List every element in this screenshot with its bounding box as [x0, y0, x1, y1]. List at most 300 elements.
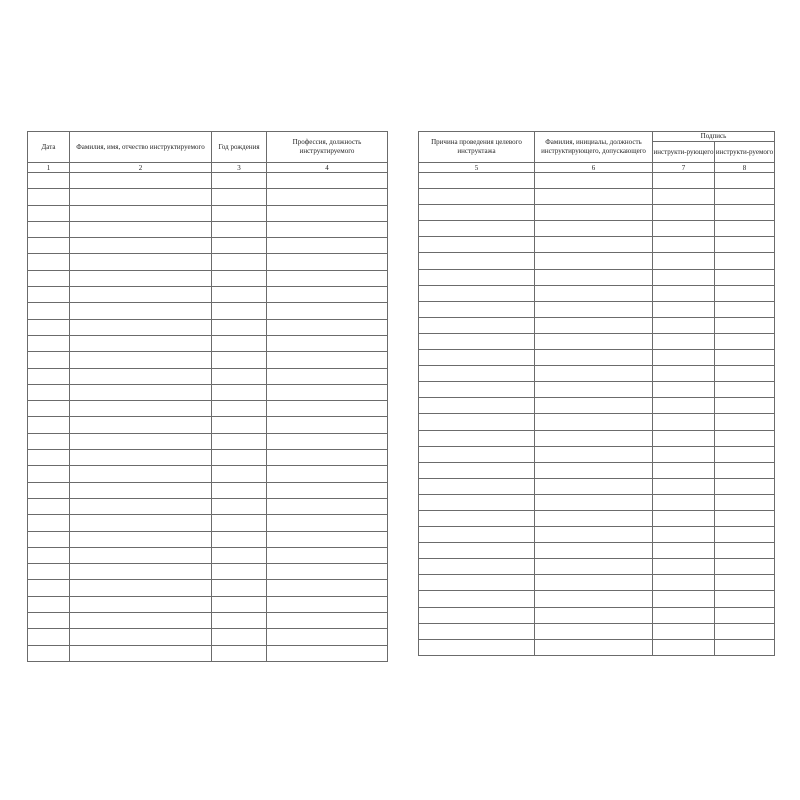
header-date: Дата — [28, 132, 70, 163]
table-row — [28, 205, 388, 221]
table-cell — [267, 613, 388, 629]
table-cell — [535, 414, 653, 430]
table-cell — [715, 527, 775, 543]
table-row — [28, 238, 388, 254]
table-cell — [653, 510, 715, 526]
table-row — [28, 384, 388, 400]
table-cell — [70, 466, 212, 482]
table-cell — [715, 301, 775, 317]
table-row — [419, 382, 775, 398]
table-cell — [715, 591, 775, 607]
table-cell — [70, 613, 212, 629]
table-cell — [28, 221, 70, 237]
table-cell — [28, 417, 70, 433]
table-cell — [70, 221, 212, 237]
table-cell — [535, 350, 653, 366]
table-cell — [28, 287, 70, 303]
table-cell — [419, 253, 535, 269]
header-reason: Причина проведения целевого инструктажа — [419, 132, 535, 163]
table-cell — [715, 398, 775, 414]
table-cell — [70, 580, 212, 596]
table-cell — [212, 547, 267, 563]
table-cell — [212, 368, 267, 384]
table-row — [28, 450, 388, 466]
table-cell — [715, 494, 775, 510]
table-row — [419, 317, 775, 333]
table-cell — [212, 303, 267, 319]
table-cell — [419, 317, 535, 333]
table-row — [419, 350, 775, 366]
table-cell — [28, 482, 70, 498]
table-cell — [535, 317, 653, 333]
table-cell — [419, 414, 535, 430]
table-cell — [212, 254, 267, 270]
header-signature: Подпись — [653, 132, 775, 142]
table-cell — [715, 510, 775, 526]
table-cell — [212, 270, 267, 286]
table-cell — [535, 639, 653, 655]
column-number: 7 — [653, 163, 715, 173]
table-cell — [535, 543, 653, 559]
table-cell — [419, 173, 535, 189]
table-row — [28, 498, 388, 514]
table-row — [28, 433, 388, 449]
table-cell — [535, 430, 653, 446]
table-cell — [267, 466, 388, 482]
table-cell — [267, 368, 388, 384]
table-cell — [653, 285, 715, 301]
table-cell — [535, 253, 653, 269]
table-cell — [212, 515, 267, 531]
table-cell — [70, 189, 212, 205]
table-cell — [419, 510, 535, 526]
table-cell — [653, 269, 715, 285]
table-cell — [535, 494, 653, 510]
table-cell — [212, 335, 267, 351]
left-table-body — [28, 173, 388, 662]
table-row — [28, 254, 388, 270]
table-cell — [535, 173, 653, 189]
table-row — [28, 547, 388, 563]
table-cell — [419, 623, 535, 639]
table-row — [28, 613, 388, 629]
table-cell — [212, 401, 267, 417]
table-cell — [653, 333, 715, 349]
table-cell — [212, 580, 267, 596]
table-cell — [419, 446, 535, 462]
table-cell — [28, 531, 70, 547]
table-cell — [535, 478, 653, 494]
table-row — [419, 430, 775, 446]
table-cell — [419, 221, 535, 237]
table-cell — [212, 433, 267, 449]
table-cell — [267, 450, 388, 466]
table-cell — [419, 398, 535, 414]
table-cell — [653, 607, 715, 623]
table-cell — [535, 623, 653, 639]
column-number: 3 — [212, 163, 267, 173]
table-cell — [715, 205, 775, 221]
table-cell — [419, 269, 535, 285]
table-cell — [28, 254, 70, 270]
table-cell — [419, 639, 535, 655]
table-cell — [70, 173, 212, 189]
table-cell — [212, 319, 267, 335]
left-page — [27, 131, 388, 662]
table-row — [419, 333, 775, 349]
header-full-name: Фамилия, имя, отчество инструктируемого — [70, 132, 212, 163]
table-cell — [267, 482, 388, 498]
column-number: 1 — [28, 163, 70, 173]
table-cell — [535, 221, 653, 237]
table-row — [419, 301, 775, 317]
table-cell — [267, 547, 388, 563]
table-cell — [28, 205, 70, 221]
table-cell — [267, 189, 388, 205]
table-row — [419, 527, 775, 543]
table-row — [28, 531, 388, 547]
table-cell — [212, 205, 267, 221]
table-cell — [267, 352, 388, 368]
table-cell — [70, 319, 212, 335]
table-cell — [28, 466, 70, 482]
table-row — [28, 580, 388, 596]
header-instructor-name: Фамилия, инициалы, должность инструктирующего, допускающего — [535, 132, 653, 163]
table-cell — [419, 591, 535, 607]
table-row — [419, 221, 775, 237]
table-cell — [70, 498, 212, 514]
table-row — [28, 352, 388, 368]
table-cell — [267, 303, 388, 319]
table-cell — [28, 368, 70, 384]
column-number: 5 — [419, 163, 535, 173]
table-cell — [653, 623, 715, 639]
table-cell — [28, 335, 70, 351]
table-cell — [653, 414, 715, 430]
table-cell — [212, 498, 267, 514]
table-row — [419, 173, 775, 189]
table-cell — [715, 366, 775, 382]
table-cell — [653, 382, 715, 398]
table-row — [28, 173, 388, 189]
table-cell — [419, 301, 535, 317]
table-cell — [653, 478, 715, 494]
table-row — [419, 446, 775, 462]
table-cell — [535, 269, 653, 285]
table-cell — [715, 559, 775, 575]
table-cell — [715, 414, 775, 430]
table-cell — [70, 515, 212, 531]
table-cell — [653, 575, 715, 591]
table-cell — [28, 498, 70, 514]
table-cell — [419, 350, 535, 366]
table-cell — [535, 285, 653, 301]
table-cell — [28, 303, 70, 319]
table-row — [419, 366, 775, 382]
table-cell — [267, 238, 388, 254]
table-row — [28, 629, 388, 645]
table-cell — [715, 382, 775, 398]
table-row — [419, 237, 775, 253]
table-cell — [653, 446, 715, 462]
column-number: 2 — [70, 163, 212, 173]
table-cell — [212, 629, 267, 645]
table-cell — [70, 352, 212, 368]
table-cell — [715, 607, 775, 623]
table-cell — [419, 543, 535, 559]
table-cell — [535, 607, 653, 623]
table-cell — [653, 559, 715, 575]
table-cell — [28, 564, 70, 580]
table-cell — [70, 645, 212, 661]
table-cell — [653, 398, 715, 414]
table-row — [28, 596, 388, 612]
table-cell — [28, 270, 70, 286]
table-cell — [419, 462, 535, 478]
table-cell — [70, 303, 212, 319]
table-cell — [28, 596, 70, 612]
table-row — [28, 287, 388, 303]
table-row — [419, 478, 775, 494]
table-cell — [28, 450, 70, 466]
table-row — [28, 645, 388, 661]
table-cell — [70, 384, 212, 400]
table-cell — [267, 384, 388, 400]
table-cell — [212, 645, 267, 661]
table-cell — [212, 466, 267, 482]
table-cell — [535, 189, 653, 205]
table-cell — [267, 564, 388, 580]
table-cell — [212, 596, 267, 612]
table-cell — [28, 547, 70, 563]
table-cell — [715, 446, 775, 462]
table-cell — [267, 173, 388, 189]
table-cell — [70, 335, 212, 351]
table-row — [28, 482, 388, 498]
table-cell — [653, 494, 715, 510]
table-cell — [212, 564, 267, 580]
table-cell — [715, 543, 775, 559]
table-row — [419, 575, 775, 591]
table-cell — [715, 575, 775, 591]
table-cell — [70, 547, 212, 563]
table-cell — [419, 333, 535, 349]
table-cell — [212, 482, 267, 498]
table-cell — [70, 531, 212, 547]
table-cell — [715, 462, 775, 478]
table-cell — [715, 285, 775, 301]
table-cell — [212, 287, 267, 303]
table-cell — [212, 384, 267, 400]
table-cell — [653, 639, 715, 655]
table-cell — [653, 237, 715, 253]
table-cell — [28, 580, 70, 596]
table-cell — [70, 482, 212, 498]
table-row — [419, 494, 775, 510]
table-cell — [28, 515, 70, 531]
table-cell — [715, 189, 775, 205]
table-cell — [535, 382, 653, 398]
table-cell — [653, 591, 715, 607]
table-cell — [267, 498, 388, 514]
table-cell — [715, 173, 775, 189]
table-row — [419, 591, 775, 607]
table-cell — [535, 510, 653, 526]
table-cell — [28, 189, 70, 205]
table-cell — [212, 352, 267, 368]
table-cell — [419, 527, 535, 543]
briefing-journal-right-table — [418, 131, 775, 656]
table-cell — [267, 287, 388, 303]
table-cell — [267, 417, 388, 433]
right-page — [418, 131, 775, 656]
table-row — [28, 270, 388, 286]
table-cell — [70, 270, 212, 286]
table-cell — [535, 301, 653, 317]
table-cell — [28, 352, 70, 368]
table-row — [419, 414, 775, 430]
briefing-journal-left-table — [27, 131, 388, 662]
table-cell — [535, 366, 653, 382]
table-cell — [70, 205, 212, 221]
column-number: 4 — [267, 163, 388, 173]
table-cell — [653, 205, 715, 221]
table-cell — [653, 462, 715, 478]
table-cell — [715, 333, 775, 349]
table-cell — [28, 173, 70, 189]
table-cell — [212, 531, 267, 547]
table-cell — [715, 350, 775, 366]
table-cell — [535, 333, 653, 349]
table-row — [28, 221, 388, 237]
table-cell — [267, 221, 388, 237]
table-cell — [715, 269, 775, 285]
table-cell — [212, 417, 267, 433]
table-cell — [419, 189, 535, 205]
table-row — [419, 398, 775, 414]
table-cell — [419, 366, 535, 382]
table-cell — [267, 645, 388, 661]
table-cell — [267, 270, 388, 286]
table-cell — [653, 430, 715, 446]
table-cell — [535, 559, 653, 575]
table-row — [419, 639, 775, 655]
table-cell — [267, 335, 388, 351]
table-cell — [653, 543, 715, 559]
table-row — [28, 335, 388, 351]
table-cell — [715, 317, 775, 333]
table-cell — [653, 317, 715, 333]
table-row — [419, 559, 775, 575]
table-cell — [715, 430, 775, 446]
table-cell — [70, 433, 212, 449]
table-cell — [267, 401, 388, 417]
table-cell — [212, 238, 267, 254]
table-cell — [28, 238, 70, 254]
table-row — [28, 417, 388, 433]
table-cell — [28, 645, 70, 661]
table-cell — [419, 285, 535, 301]
table-cell — [419, 237, 535, 253]
table-cell — [70, 287, 212, 303]
table-row — [419, 623, 775, 639]
table-cell — [535, 237, 653, 253]
table-row — [28, 401, 388, 417]
table-cell — [212, 450, 267, 466]
table-cell — [535, 527, 653, 543]
table-cell — [653, 527, 715, 543]
table-cell — [419, 559, 535, 575]
table-cell — [419, 575, 535, 591]
table-cell — [70, 564, 212, 580]
table-cell — [715, 639, 775, 655]
table-row — [28, 189, 388, 205]
table-cell — [653, 366, 715, 382]
table-cell — [535, 462, 653, 478]
table-cell — [715, 253, 775, 269]
table-cell — [267, 596, 388, 612]
table-cell — [70, 596, 212, 612]
table-cell — [715, 623, 775, 639]
table-cell — [419, 478, 535, 494]
table-cell — [653, 301, 715, 317]
table-cell — [28, 319, 70, 335]
table-row — [419, 285, 775, 301]
table-cell — [653, 350, 715, 366]
table-cell — [212, 189, 267, 205]
table-cell — [267, 205, 388, 221]
table-row — [28, 564, 388, 580]
table-cell — [653, 253, 715, 269]
table-cell — [715, 221, 775, 237]
table-cell — [535, 205, 653, 221]
table-cell — [267, 580, 388, 596]
table-cell — [70, 401, 212, 417]
column-number: 8 — [715, 163, 775, 173]
table-cell — [267, 433, 388, 449]
table-cell — [28, 613, 70, 629]
table-cell — [653, 221, 715, 237]
table-row — [28, 303, 388, 319]
table-row — [419, 510, 775, 526]
right-table-body — [419, 173, 775, 656]
table-cell — [70, 238, 212, 254]
table-cell — [653, 173, 715, 189]
table-row — [419, 543, 775, 559]
table-cell — [419, 494, 535, 510]
table-cell — [419, 607, 535, 623]
table-cell — [70, 450, 212, 466]
table-cell — [267, 319, 388, 335]
table-cell — [419, 382, 535, 398]
table-cell — [267, 254, 388, 270]
table-cell — [267, 515, 388, 531]
table-cell — [715, 237, 775, 253]
table-cell — [70, 368, 212, 384]
table-row — [419, 607, 775, 623]
table-row — [28, 515, 388, 531]
header-birth-year: Год рождения — [212, 132, 267, 163]
table-row — [419, 253, 775, 269]
table-row — [419, 205, 775, 221]
table-row — [28, 466, 388, 482]
table-cell — [70, 417, 212, 433]
header-profession: Профессия, должность инструктируемого — [267, 132, 388, 163]
table-row — [28, 368, 388, 384]
table-cell — [212, 613, 267, 629]
table-row — [419, 269, 775, 285]
table-cell — [419, 205, 535, 221]
